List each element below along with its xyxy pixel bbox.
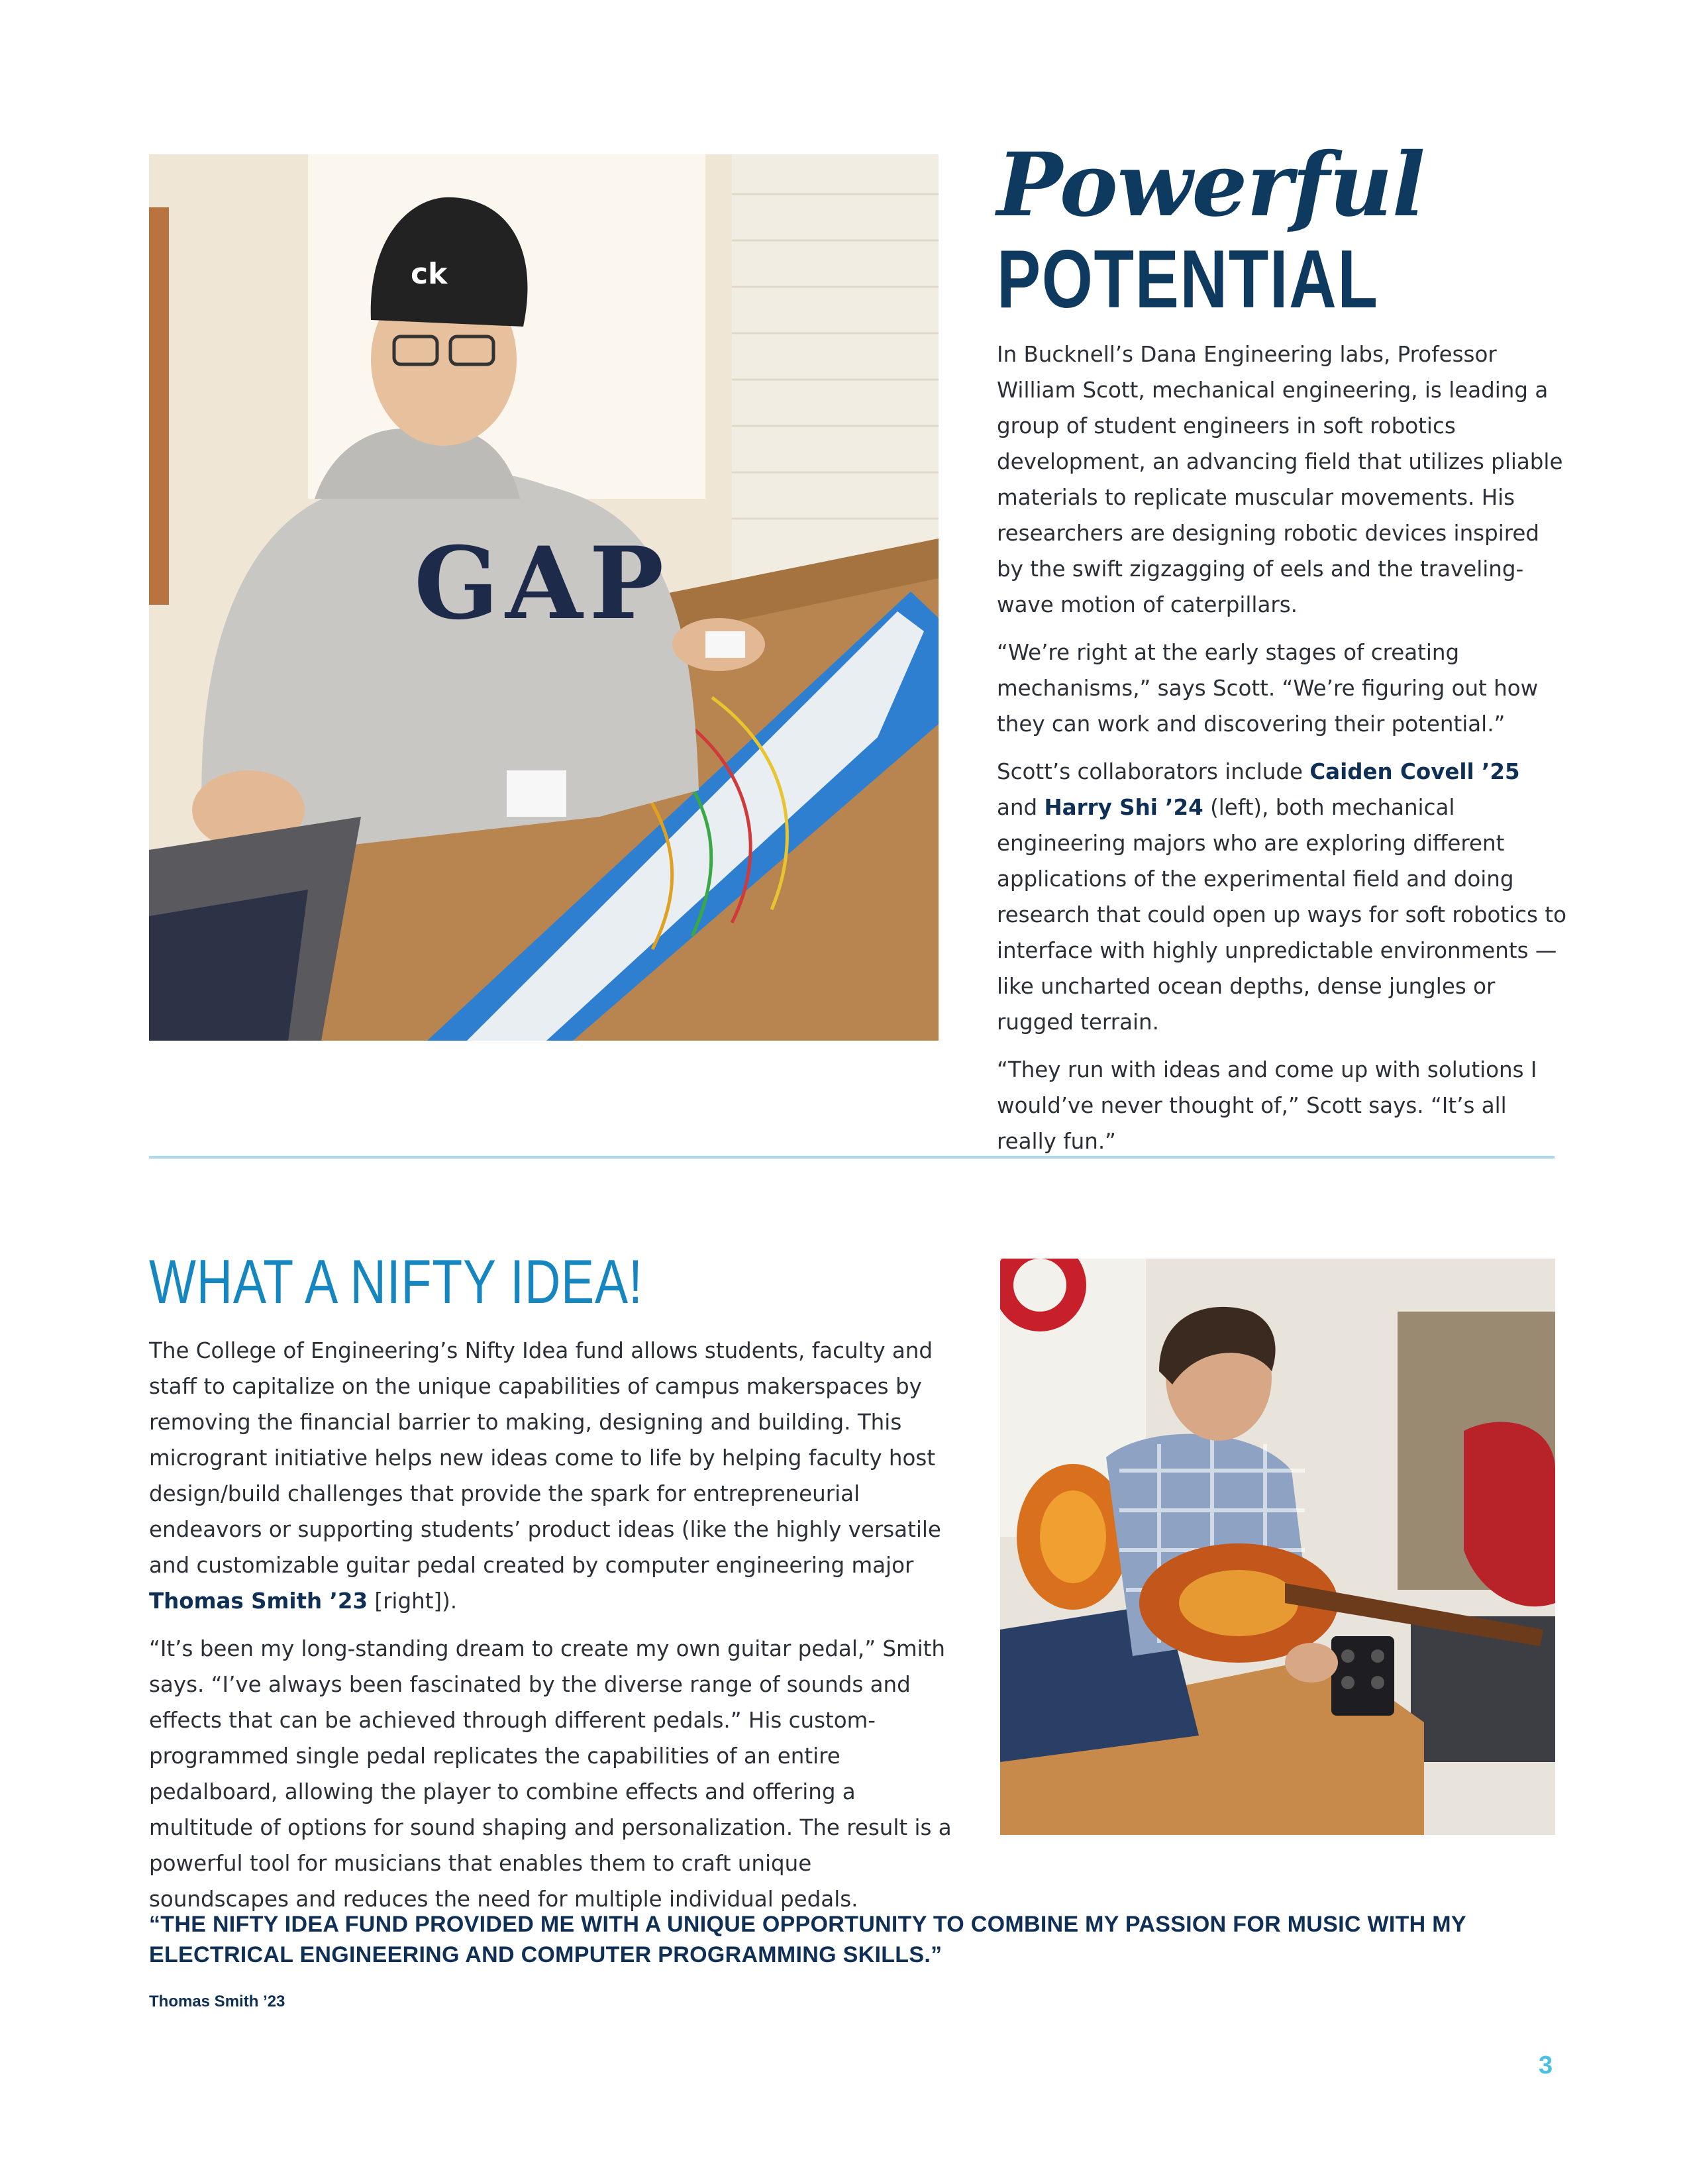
page-number: 3 [1539, 2052, 1553, 2079]
paragraph: “It’s been my long-standing dream to create my own guitar pedal,” Smith says. “I’ve always been fascinated by the diverse range of sounds and effects that can be achieved through different pedals.” His custom-programmed single pedal replicates the capabilities of an entire pedalboard, allowing the player to combine effects and offering a multitude of options for sound shaping and personalization. The result is a powerful tool for musicians that enables them to craft unique soundscapes and reduces the need for multiple individual pedals. [149, 1636, 952, 1912]
student-name-caiden: Caiden Covell ’25 [1309, 759, 1520, 784]
quote-attribution: Thomas Smith ’23 [149, 1993, 285, 2010]
student-lab-photo [149, 154, 939, 1041]
text-span: Scott’s collaborators include [997, 759, 1310, 784]
pull-quote: “THE NIFTY IDEA FUND PROVIDED ME WITH A UNIQUE OPPORTUNITY TO COMBINE MY PASSION FOR MUSIC WITH MY ELECTRICAL ENGINEERING AND COMPUTER PROGRAMMING SKILLS.” [149, 1912, 1466, 1967]
paragraph [997, 754, 1566, 1040]
text-span: (left), both mechanical engineering majors who are exploring different applications of the experimental field and doing research that could open up ways for soft robotics to interface with highly unpredictable environments — like uncharted ocean depths, dense jungles or rugged terrain. [997, 795, 1566, 1035]
student-name-harry: Harry Shi ’24 [1044, 795, 1203, 820]
guitar-pedal-photo [1000, 1259, 1555, 1835]
student-name-thomas: Thomas Smith ’23 [149, 1588, 368, 1614]
paragraph: “They run with ideas and come up with solutions I would’ve never thought of,” Scott says. “It’s all really fun.” [997, 1057, 1537, 1154]
text-span: The College of Engineering’s Nifty Idea fund allows students, faculty and staff to capitalize on the unique capabilities of campus makerspaces by removing the financial barrier to making, designing and building. This microgrant initiative helps new ideas come to life by helping faculty host design/build challenges that provide the spark for entrepreneurial endeavors or supporting students’ product ideas (like the highly versatile and customizable guitar pedal created by computer engineering major [149, 1338, 941, 1578]
section-heading-caps: POTENTIAL [997, 234, 1379, 325]
paragraph [149, 1333, 954, 1619]
text-span: and [997, 795, 1045, 820]
text-span: [right]). [368, 1588, 458, 1614]
article-soft-robotics [997, 337, 1566, 1171]
section-heading-nifty: WHAT A NIFTY IDEA! [149, 1247, 643, 1316]
article-nifty-idea [149, 1333, 954, 1929]
paragraph: In Bucknell’s Dana Engineering labs, Professor William Scott, mechanical engineering, is leading a group of student engineers in soft robotics development, an advancing field that utilizes pliable materials to replicate muscular movements. His researchers are designing robotic devices inspired by the swift zigzagging of eels and the traveling-wave motion of caterpillars. [997, 342, 1563, 617]
section-heading-script: Powerful [997, 134, 1425, 236]
beanie-logo-text: ck [411, 257, 448, 291]
paragraph: “We’re right at the early stages of creating mechanisms,” says Scott. “We’re figuring out how they can work and discovering their potential.” [997, 640, 1539, 737]
hoodie-logo-text: GAP [414, 525, 671, 642]
section-divider [149, 1156, 1555, 1159]
